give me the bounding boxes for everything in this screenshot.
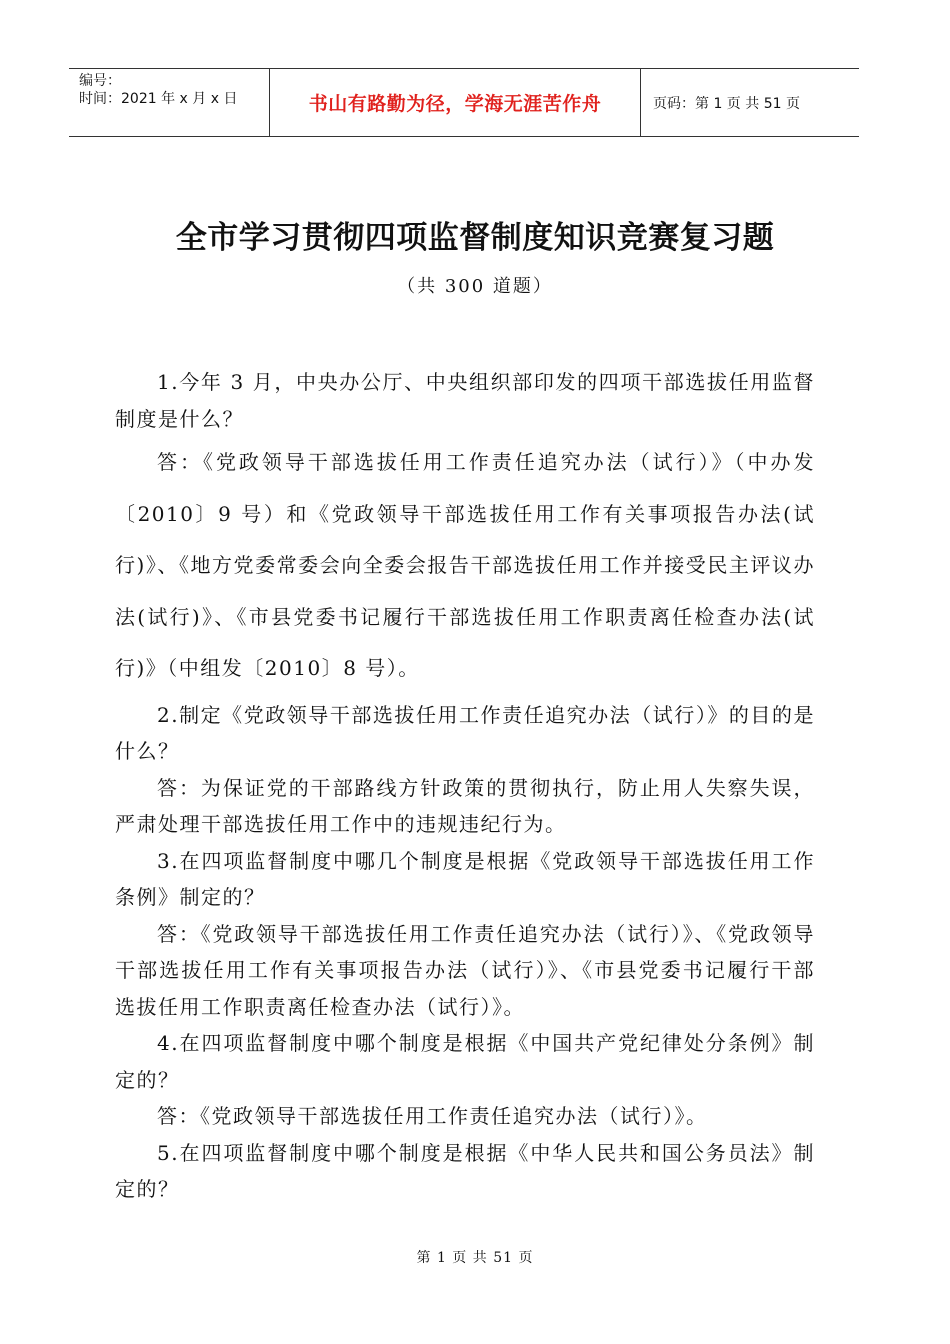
answer-2: 答：为保证党的干部路线方针政策的贯彻执行，防止用人失察失误，严肃处理干部选拔任用工作中的违规违纪行为。	[115, 775, 815, 836]
question-list	[115, 364, 815, 1208]
answer-3: 答：《党政领导干部选拔任用工作责任追究办法（试行）》、《党政领导干部选拔任用工作有关事项报告办法（试行）》、《市县党委书记履行干部选拔任用工作职责离任检查办法（试行）》。	[115, 921, 815, 1019]
question-1: 1.今年 3 月，中央办公厅、中央组织部印发的四项干部选拔任用监督制度是什么？	[115, 370, 815, 431]
header-page-info: 页码：第 1 页 共 51 页	[653, 95, 800, 112]
question-3: 3.在四项监督制度中哪几个制度是根据《党政领导干部选拔任用工作条例》制定的？	[115, 848, 815, 909]
number-label: 编号：	[79, 73, 121, 89]
header-motto-cell	[270, 69, 641, 136]
header-meta	[69, 69, 270, 136]
document-subtitle: （共 300 道题）	[397, 276, 553, 297]
question-2: 2.制定《党政领导干部选拔任用工作责任追究办法（试行）》的目的是什么？	[115, 702, 815, 763]
answer-4: 答：《党政领导干部选拔任用工作责任追究办法（试行）》。	[157, 1104, 708, 1128]
question-5: 5.在四项监督制度中哪个制度是根据《中华人民共和国公务员法》制定的？	[115, 1140, 815, 1201]
page-footer: 第 1 页 共 51 页	[416, 1250, 534, 1266]
answer-1: 答：《党政领导干部选拔任用工作责任追究办法（试行）》（中办发〔2010〕9 号）和《党政领导干部选拔任用工作有关事项报告办法(试行)》、《地方党委常委会向全委会报告干部选拔任用工作并接受民主评议办法(试行)》、《市县党委书记履行干部选拔任用工作职责离任检查办法(试行)》（中组发〔2010〕8 号）。	[115, 450, 815, 680]
time-label: 时间：2021 年 x 月 x 日	[79, 91, 238, 107]
document-title: 全市学习贯彻四项监督制度知识竞赛复习题	[175, 220, 775, 256]
page-header	[69, 68, 859, 137]
question-4: 4.在四项监督制度中哪个制度是根据《中国共产党纪律处分条例》制定的？	[115, 1031, 815, 1092]
header-motto: 书山有路勤为径，学海无涯苦作舟	[308, 93, 602, 115]
